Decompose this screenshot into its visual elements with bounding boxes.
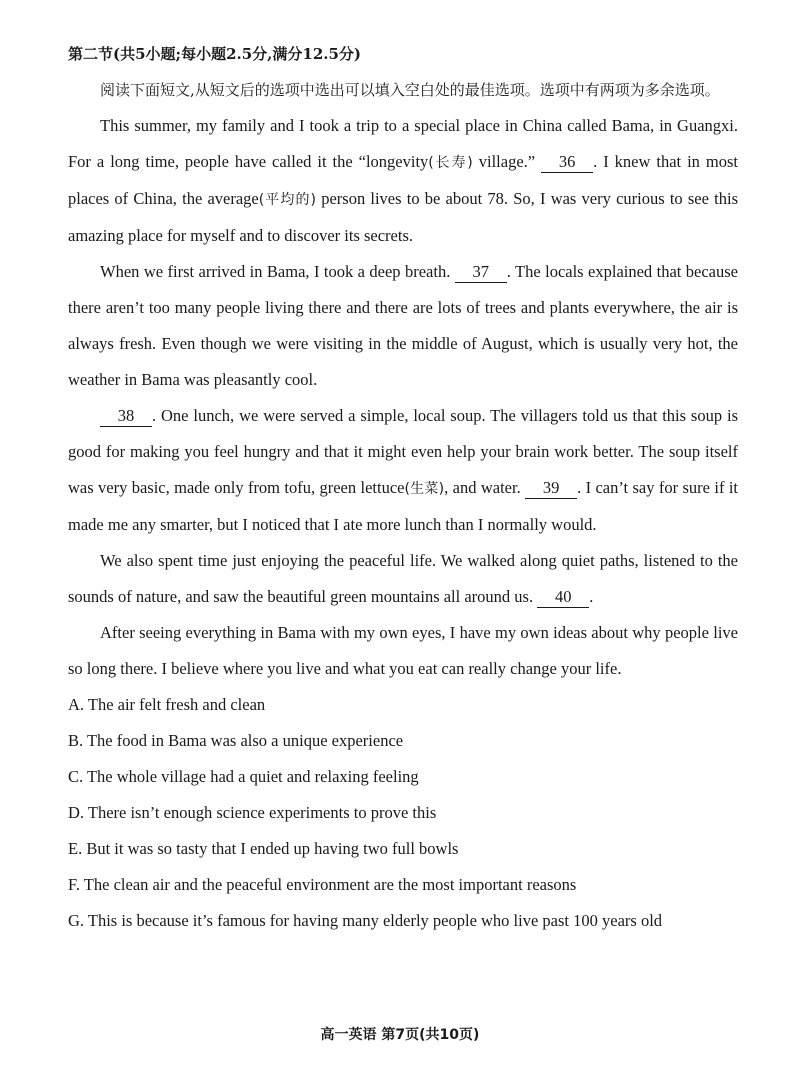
option-e[interactable]: E. But it was so tasty that I ended up having two full bowls (68, 839, 459, 858)
p2-text-1: When we first arrived in Bama, I took a deep breath. (100, 262, 455, 281)
p1-gloss-longevity: (长寿) (428, 155, 473, 171)
option-g[interactable]: G. This is because it’s famous for having many elderly people who live past 100 years old (68, 911, 663, 930)
paragraph-4 (68, 543, 738, 615)
paragraph-2 (68, 254, 738, 398)
blank-39[interactable]: 39 (525, 478, 577, 499)
page-footer: 高一英语 第7页(共10页) (320, 1027, 480, 1043)
blank-36[interactable]: 36 (541, 152, 593, 173)
p1-gloss-average: (平均的) (258, 192, 316, 208)
p4-text-1: We also spent time just enjoying the peaceful life. We walked along quiet paths, listened to the sounds of nature, and saw the beautiful green mountains all around us. (68, 551, 738, 606)
p3-text-3: . I can’t say for sure if it made me any smarter, but I noticed that I ate more lunch than I normally would. (68, 478, 738, 534)
paragraph-1 (68, 108, 738, 254)
p4-text-2: . (589, 587, 594, 606)
paragraph-5 (68, 615, 738, 687)
p2-text-2: . The locals explained that because there aren’t too many people living there and there are lots of trees and plants everywhere, the air is always fresh. Even though we were visiting in the middle of August, which is usually very hot, the weather in Bama was pleasantly cool. (68, 262, 738, 389)
blank-37[interactable]: 37 (455, 262, 507, 283)
answer-options (68, 687, 738, 939)
p1-text-1: This summer, my family and I took a trip to a special place in China called Bama, in Guangxi. For a long time, people have called it the “longevity (68, 116, 738, 171)
p5-text-1: After seeing everything in Bama with my own eyes, I have my own ideas about why people live so long there. I believe where you live and what you eat can really change your life. (68, 623, 738, 678)
p1-text-4: person lives to be about 78. So, I was very curious to see this amazing place for myself and to discover its secrets. (68, 189, 738, 245)
option-a[interactable]: A. The air felt fresh and clean (68, 695, 266, 714)
option-c[interactable]: C. The whole village had a quiet and relaxing feeling (68, 767, 419, 786)
section-title: 第二节(共5小题;每小题2.5分,满分12.5分) (68, 45, 362, 63)
paragraph-3 (68, 398, 738, 543)
exam-page (68, 36, 738, 939)
option-d[interactable]: D. There isn’t enough science experiments to prove this (68, 803, 437, 822)
blank-40[interactable]: 40 (537, 587, 589, 608)
option-f[interactable]: F. The clean air and the peaceful environment are the most important reasons (68, 875, 577, 894)
option-b[interactable]: B. The food in Bama was also a unique experience (68, 731, 404, 750)
p3-text-1: . One lunch, we were served a simple, local soup. The villagers told us that this soup is good for making you feel hungry and that it might even help your brain work better. The soup itself was very basic, made only from tofu, green lettuce (68, 406, 738, 497)
p1-text-3: . I knew that in most places of China, the average (68, 152, 738, 208)
p3-text-2: , and water. (444, 478, 526, 497)
instructions: 阅读下面短文,从短文后的选项中选出可以填入空白处的最佳选项。选项中有两项为多余选项。 (100, 81, 720, 99)
p1-text-2: village.” (472, 152, 542, 171)
blank-38[interactable]: 38 (100, 406, 152, 427)
p3-gloss-lettuce: (生菜) (404, 481, 445, 497)
